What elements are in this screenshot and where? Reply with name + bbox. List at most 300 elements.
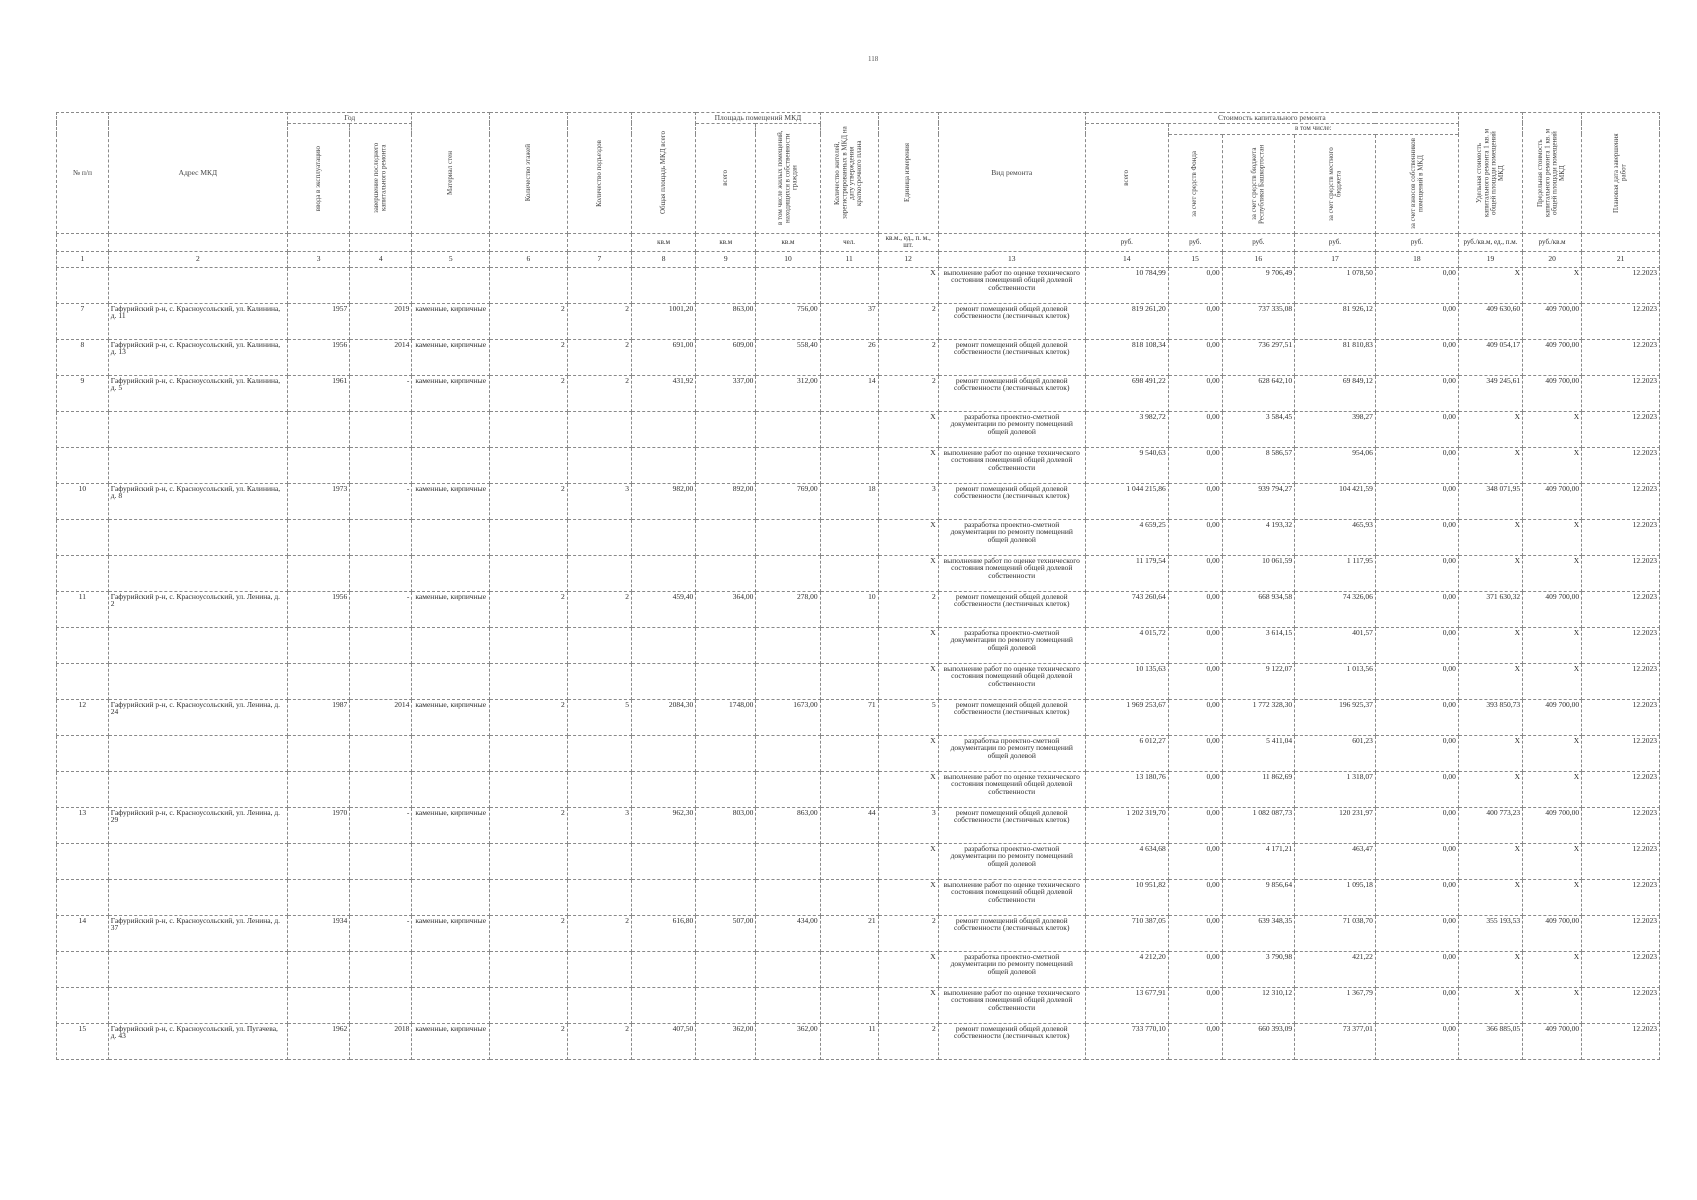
work-type-cell: ремонт помещений общей долевой собственности (лестничных клеток)	[938, 375, 1085, 411]
cost-fund-cell: 0,00	[1168, 879, 1222, 915]
col-cost-group-header: Стоимость капитального ремонта	[1085, 113, 1458, 124]
unit-cost-cell: 355 193,53	[1458, 915, 1522, 951]
column-number-cell: 15	[1168, 251, 1222, 267]
deadline-cell: 12.2023	[1582, 807, 1660, 843]
cost-owners-cell: 0,00	[1375, 735, 1458, 771]
work-type-cell: разработка проектно-сметной документации по ремонту помещений общей долевой	[938, 843, 1085, 879]
column-number-cell: 18	[1375, 251, 1458, 267]
material-cell: каменные, кирпичные	[412, 1023, 490, 1059]
unit-cell	[57, 233, 109, 251]
cost-total-cell: 818 108,34	[1085, 339, 1168, 375]
work-type-cell: ремонт помещений общей долевой собственности (лестничных клеток)	[938, 1023, 1085, 1059]
material-cell	[412, 987, 490, 1023]
cost-fund-cell: 0,00	[1168, 951, 1222, 987]
residents-cell: 11	[820, 1023, 878, 1059]
cost-republic-cell: 10 061,59	[1222, 555, 1295, 591]
cost-local-cell: 1 078,50	[1295, 267, 1376, 303]
cost-fund-cell: 0,00	[1168, 303, 1222, 339]
cost-fund-cell: 0,00	[1168, 987, 1222, 1023]
cost-fund-cell: 0,00	[1168, 771, 1222, 807]
max-cost-cell: X	[1523, 555, 1582, 591]
address-cell: Гафурийский р-н, с. Красноусольский, ул. Ленина, д. 24	[108, 699, 287, 735]
unit-cell	[938, 233, 1085, 251]
cost-republic-cell: 1 082 087,73	[1222, 807, 1295, 843]
total-area-cell	[632, 771, 696, 807]
entrances-cell	[567, 735, 631, 771]
address-cell	[108, 843, 287, 879]
column-number-cell: 4	[350, 251, 412, 267]
total-area-cell	[632, 987, 696, 1023]
measure-unit-cell: 5	[878, 699, 938, 735]
material-cell: каменные, кирпичные	[412, 699, 490, 735]
unit-cell: руб.	[1295, 233, 1376, 251]
col-year-built-header: ввода в эксплуатацию	[288, 123, 350, 233]
unit-cell: кв.м	[632, 233, 696, 251]
max-cost-cell: 409 700,00	[1523, 303, 1582, 339]
residents-cell	[820, 843, 878, 879]
cost-fund-cell: 0,00	[1168, 375, 1222, 411]
year-built-cell: 1956	[288, 339, 350, 375]
entrances-cell	[567, 951, 631, 987]
cost-owners-cell: 0,00	[1375, 915, 1458, 951]
unit-cost-cell: X	[1458, 267, 1522, 303]
measure-unit-cell: 3	[878, 483, 938, 519]
floors-cell: 2	[490, 699, 568, 735]
repair-plan-table	[56, 112, 1660, 1060]
cost-local-cell: 73 377,01	[1295, 1023, 1376, 1059]
deadline-cell: 12.2023	[1582, 267, 1660, 303]
residents-cell	[820, 267, 878, 303]
premises-all-cell: 609,00	[696, 339, 756, 375]
cost-local-cell: 196 925,37	[1295, 699, 1376, 735]
residents-cell	[820, 411, 878, 447]
column-number-cell: 9	[696, 251, 756, 267]
measure-unit-cell: X	[878, 987, 938, 1023]
address-cell	[108, 663, 287, 699]
year-repair-cell	[350, 555, 412, 591]
max-cost-cell: 409 700,00	[1523, 591, 1582, 627]
deadline-cell: 12.2023	[1582, 411, 1660, 447]
unit-cost-cell: 409 054,17	[1458, 339, 1522, 375]
year-repair-cell	[350, 267, 412, 303]
cost-fund-cell: 0,00	[1168, 663, 1222, 699]
address-cell	[108, 735, 287, 771]
material-cell: каменные, кирпичные	[412, 915, 490, 951]
work-subrow	[57, 663, 1660, 699]
max-cost-cell: X	[1523, 987, 1582, 1023]
cost-fund-cell: 0,00	[1168, 915, 1222, 951]
year-built-cell: 1934	[288, 915, 350, 951]
row-number	[57, 771, 109, 807]
residents-cell	[820, 879, 878, 915]
row-number: 8	[57, 339, 109, 375]
cost-local-cell: 398,27	[1295, 411, 1376, 447]
work-subrow	[57, 987, 1660, 1023]
entrances-cell	[567, 627, 631, 663]
house-row	[57, 339, 1660, 375]
max-cost-cell: X	[1523, 843, 1582, 879]
cost-owners-cell: 0,00	[1375, 267, 1458, 303]
max-cost-cell: X	[1523, 267, 1582, 303]
unit-cost-cell: 349 245,61	[1458, 375, 1522, 411]
work-subrow	[57, 411, 1660, 447]
measure-unit-cell: X	[878, 735, 938, 771]
max-cost-cell: X	[1523, 735, 1582, 771]
measure-unit-cell: 2	[878, 591, 938, 627]
entrances-cell: 2	[567, 591, 631, 627]
cost-total-cell: 13 180,76	[1085, 771, 1168, 807]
cost-fund-cell: 0,00	[1168, 807, 1222, 843]
unit-cell: руб./кв.м	[1523, 233, 1582, 251]
cost-local-cell: 81 810,83	[1295, 339, 1376, 375]
work-subrow	[57, 267, 1660, 303]
unit-cost-cell: X	[1458, 663, 1522, 699]
row-number	[57, 447, 109, 483]
cost-local-cell: 104 421,59	[1295, 483, 1376, 519]
premises-citizens-cell	[756, 663, 820, 699]
col-work-type-header: Вид ремонта	[938, 113, 1085, 234]
unit-cost-cell: 366 885,05	[1458, 1023, 1522, 1059]
material-cell	[412, 663, 490, 699]
entrances-cell: 2	[567, 303, 631, 339]
floors-cell: 2	[490, 303, 568, 339]
premises-all-cell	[696, 951, 756, 987]
cost-owners-cell: 0,00	[1375, 699, 1458, 735]
col-floors-header: Количество этажей	[490, 113, 568, 234]
unit-cell: руб.	[1375, 233, 1458, 251]
unit-cell	[412, 233, 490, 251]
entrances-cell	[567, 879, 631, 915]
unit-cell: руб.	[1222, 233, 1295, 251]
cost-republic-cell: 8 586,57	[1222, 447, 1295, 483]
cost-fund-cell: 0,00	[1168, 519, 1222, 555]
cost-total-cell: 1 969 253,67	[1085, 699, 1168, 735]
year-built-cell	[288, 663, 350, 699]
cost-total-cell: 4 015,72	[1085, 627, 1168, 663]
house-row	[57, 375, 1660, 411]
premises-all-cell	[696, 447, 756, 483]
floors-cell: 2	[490, 339, 568, 375]
unit-cell	[567, 233, 631, 251]
cost-local-cell: 465,93	[1295, 519, 1376, 555]
total-area-cell	[632, 951, 696, 987]
premises-all-cell: 863,00	[696, 303, 756, 339]
material-cell	[412, 555, 490, 591]
total-area-cell: 982,00	[632, 483, 696, 519]
work-subrow	[57, 843, 1660, 879]
max-cost-cell: X	[1523, 627, 1582, 663]
work-type-cell: разработка проектно-сметной документации по ремонту помещений общей долевой	[938, 519, 1085, 555]
cost-republic-cell: 628 642,10	[1222, 375, 1295, 411]
cost-total-cell: 4 634,68	[1085, 843, 1168, 879]
max-cost-cell: X	[1523, 411, 1582, 447]
address-cell	[108, 555, 287, 591]
cost-total-cell: 6 012,27	[1085, 735, 1168, 771]
deadline-cell: 12.2023	[1582, 987, 1660, 1023]
measure-unit-cell: X	[878, 951, 938, 987]
work-type-cell: разработка проектно-сметной документации по ремонту помещений общей долевой	[938, 411, 1085, 447]
deadline-cell: 12.2023	[1582, 771, 1660, 807]
cost-total-cell: 743 260,64	[1085, 591, 1168, 627]
column-number-cell: 2	[108, 251, 287, 267]
col-premises-all-header: всего	[696, 123, 756, 233]
year-built-cell	[288, 735, 350, 771]
cost-fund-cell: 0,00	[1168, 411, 1222, 447]
unit-cell	[350, 233, 412, 251]
unit-cell: руб.	[1168, 233, 1222, 251]
cost-fund-cell: 0,00	[1168, 591, 1222, 627]
address-cell: Гафурийский р-н, с. Красноусольский, ул. Калинина, д. 8	[108, 483, 287, 519]
material-cell	[412, 771, 490, 807]
residents-cell	[820, 627, 878, 663]
cost-republic-cell: 12 310,12	[1222, 987, 1295, 1023]
cost-owners-cell: 0,00	[1375, 339, 1458, 375]
work-subrow	[57, 735, 1660, 771]
cost-fund-cell: 0,00	[1168, 1023, 1222, 1059]
cost-fund-cell: 0,00	[1168, 267, 1222, 303]
floors-cell	[490, 555, 568, 591]
deadline-cell: 12.2023	[1582, 303, 1660, 339]
entrances-cell: 2	[567, 375, 631, 411]
year-built-cell	[288, 879, 350, 915]
deadline-cell: 12.2023	[1582, 879, 1660, 915]
premises-citizens-cell: 434,00	[756, 915, 820, 951]
premises-all-cell: 507,00	[696, 915, 756, 951]
row-number	[57, 843, 109, 879]
address-cell: Гафурийский р-н, с. Красноусольский, ул. Ленина, д. 2	[108, 591, 287, 627]
entrances-cell	[567, 267, 631, 303]
cost-local-cell: 463,47	[1295, 843, 1376, 879]
cost-owners-cell: 0,00	[1375, 987, 1458, 1023]
material-cell	[412, 627, 490, 663]
repair-plan-table-wrapper	[56, 112, 1660, 1102]
measure-unit-cell: X	[878, 663, 938, 699]
unit-cost-cell: 409 630,60	[1458, 303, 1522, 339]
col-entrances-header: Количество подъездов	[567, 113, 631, 234]
total-area-cell	[632, 447, 696, 483]
work-type-cell: ремонт помещений общей долевой собственности (лестничных клеток)	[938, 591, 1085, 627]
year-repair-cell: -	[350, 591, 412, 627]
row-number: 12	[57, 699, 109, 735]
measure-unit-cell: X	[878, 843, 938, 879]
measure-unit-cell: X	[878, 555, 938, 591]
entrances-cell: 2	[567, 1023, 631, 1059]
table-body	[57, 267, 1660, 1059]
col-incl-header: в том числе:	[1168, 123, 1458, 134]
cost-republic-cell: 737 335,08	[1222, 303, 1295, 339]
cost-fund-cell: 0,00	[1168, 555, 1222, 591]
deadline-cell: 12.2023	[1582, 915, 1660, 951]
unit-cell	[1582, 233, 1660, 251]
work-type-cell: ремонт помещений общей долевой собственности (лестничных клеток)	[938, 483, 1085, 519]
max-cost-cell: X	[1523, 771, 1582, 807]
col-no-header: № п/п	[57, 113, 109, 234]
max-cost-cell: 409 700,00	[1523, 699, 1582, 735]
measure-unit-cell: X	[878, 519, 938, 555]
column-number-cell: 3	[288, 251, 350, 267]
cost-local-cell: 120 231,97	[1295, 807, 1376, 843]
residents-cell	[820, 447, 878, 483]
address-cell	[108, 411, 287, 447]
floors-cell: 2	[490, 375, 568, 411]
work-type-cell: выполнение работ по оценке технического состояния помещений общей долевой собственности	[938, 555, 1085, 591]
deadline-cell: 12.2023	[1582, 555, 1660, 591]
deadline-cell: 12.2023	[1582, 1023, 1660, 1059]
house-row	[57, 807, 1660, 843]
entrances-cell	[567, 843, 631, 879]
work-type-cell: выполнение работ по оценке технического состояния помещений общей долевой собственности	[938, 879, 1085, 915]
premises-citizens-cell	[756, 771, 820, 807]
premises-citizens-cell: 769,00	[756, 483, 820, 519]
material-cell: каменные, кирпичные	[412, 303, 490, 339]
col-material-header: Материал стен	[412, 113, 490, 234]
work-type-cell: выполнение работ по оценке технического состояния помещений общей долевой собственности	[938, 771, 1085, 807]
col-unit-cost-header: Удельная стоимость капитального ремонта 1 кв. м общей площади помещений МКД	[1458, 113, 1522, 234]
cost-owners-cell: 0,00	[1375, 375, 1458, 411]
premises-citizens-cell: 863,00	[756, 807, 820, 843]
total-area-cell: 407,50	[632, 1023, 696, 1059]
material-cell	[412, 879, 490, 915]
work-subrow	[57, 555, 1660, 591]
cost-fund-cell: 0,00	[1168, 447, 1222, 483]
material-cell	[412, 447, 490, 483]
cost-local-cell: 1 095,18	[1295, 879, 1376, 915]
premises-citizens-cell: 312,00	[756, 375, 820, 411]
work-subrow	[57, 951, 1660, 987]
year-built-cell	[288, 843, 350, 879]
deadline-cell: 12.2023	[1582, 339, 1660, 375]
cost-republic-cell: 3 584,45	[1222, 411, 1295, 447]
entrances-cell	[567, 519, 631, 555]
cost-owners-cell: 0,00	[1375, 591, 1458, 627]
unit-cost-cell: X	[1458, 519, 1522, 555]
year-repair-cell	[350, 411, 412, 447]
max-cost-cell: 409 700,00	[1523, 339, 1582, 375]
cost-fund-cell: 0,00	[1168, 627, 1222, 663]
unit-cost-cell: X	[1458, 411, 1522, 447]
total-area-cell: 616,80	[632, 915, 696, 951]
max-cost-cell: 409 700,00	[1523, 375, 1582, 411]
floors-cell: 2	[490, 591, 568, 627]
year-repair-cell	[350, 843, 412, 879]
col-premises-group-header: Площадь помещений МКД	[696, 113, 820, 124]
row-number	[57, 735, 109, 771]
floors-cell	[490, 735, 568, 771]
cost-owners-cell: 0,00	[1375, 303, 1458, 339]
entrances-cell	[567, 987, 631, 1023]
cost-local-cell: 401,57	[1295, 627, 1376, 663]
column-number-cell: 12	[878, 251, 938, 267]
column-number-cell: 20	[1523, 251, 1582, 267]
residents-cell: 44	[820, 807, 878, 843]
address-cell: Гафурийский р-н, с. Красноусольский, ул. Калинина, д. 5	[108, 375, 287, 411]
unit-cell	[288, 233, 350, 251]
column-number-cell: 14	[1085, 251, 1168, 267]
premises-all-cell	[696, 735, 756, 771]
cost-total-cell: 710 387,05	[1085, 915, 1168, 951]
premises-citizens-cell	[756, 843, 820, 879]
year-built-cell	[288, 519, 350, 555]
address-cell	[108, 627, 287, 663]
col-max-cost-header: Предельная стоимость капитального ремонта 1 кв. м общей площади помещений МКД	[1523, 113, 1582, 234]
material-cell: каменные, кирпичные	[412, 807, 490, 843]
cost-local-cell: 1 367,79	[1295, 987, 1376, 1023]
column-number-cell: 11	[820, 251, 878, 267]
work-type-cell: выполнение работ по оценке технического состояния помещений общей долевой собственности	[938, 663, 1085, 699]
col-residents-header: Количество жителей, зарегистрированных в МКД на дату утверждения краткосрочного плана	[820, 113, 878, 234]
cost-owners-cell: 0,00	[1375, 627, 1458, 663]
cost-local-cell: 1 117,95	[1295, 555, 1376, 591]
address-cell: Гафурийский р-н, с. Красноусольский, ул. Ленина, д. 37	[108, 915, 287, 951]
premises-citizens-cell	[756, 519, 820, 555]
year-built-cell: 1970	[288, 807, 350, 843]
cost-republic-cell: 660 393,09	[1222, 1023, 1295, 1059]
unit-cost-cell: X	[1458, 447, 1522, 483]
cost-republic-cell: 3 790,98	[1222, 951, 1295, 987]
house-row	[57, 699, 1660, 735]
deadline-cell: 12.2023	[1582, 519, 1660, 555]
cost-republic-cell: 5 411,04	[1222, 735, 1295, 771]
row-number: 9	[57, 375, 109, 411]
column-number-cell: 6	[490, 251, 568, 267]
col-cost-total-header: всего	[1085, 123, 1168, 233]
cost-total-cell: 819 261,20	[1085, 303, 1168, 339]
work-type-cell: ремонт помещений общей долевой собственности (лестничных клеток)	[938, 303, 1085, 339]
col-address-header: Адрес МКД	[108, 113, 287, 234]
premises-all-cell: 1748,00	[696, 699, 756, 735]
work-type-cell: выполнение работ по оценке технического состояния помещений общей долевой собственности	[938, 267, 1085, 303]
measure-unit-cell: X	[878, 447, 938, 483]
unit-cost-cell: 393 850,73	[1458, 699, 1522, 735]
max-cost-cell: 409 700,00	[1523, 1023, 1582, 1059]
entrances-cell: 3	[567, 483, 631, 519]
entrances-cell	[567, 663, 631, 699]
cost-total-cell: 4 659,25	[1085, 519, 1168, 555]
floors-cell	[490, 987, 568, 1023]
address-cell	[108, 519, 287, 555]
floors-cell	[490, 519, 568, 555]
premises-citizens-cell	[756, 951, 820, 987]
column-number-cell: 1	[57, 251, 109, 267]
entrances-cell	[567, 447, 631, 483]
unit-cell: руб./кв.м, ед., п.м.	[1458, 233, 1522, 251]
total-area-cell: 2084,30	[632, 699, 696, 735]
total-area-cell: 691,00	[632, 339, 696, 375]
unit-cell: руб.	[1085, 233, 1168, 251]
row-number: 15	[57, 1023, 109, 1059]
residents-cell	[820, 771, 878, 807]
floors-cell	[490, 627, 568, 663]
total-area-cell	[632, 663, 696, 699]
cost-fund-cell: 0,00	[1168, 699, 1222, 735]
residents-cell	[820, 555, 878, 591]
cost-owners-cell: 0,00	[1375, 519, 1458, 555]
unit-cost-cell: X	[1458, 627, 1522, 663]
cost-local-cell: 954,06	[1295, 447, 1376, 483]
address-cell	[108, 771, 287, 807]
cost-republic-cell: 4 193,32	[1222, 519, 1295, 555]
cost-local-cell: 81 926,12	[1295, 303, 1376, 339]
measure-unit-cell: 3	[878, 807, 938, 843]
floors-cell	[490, 663, 568, 699]
row-number: 13	[57, 807, 109, 843]
year-repair-cell	[350, 879, 412, 915]
measure-unit-cell: 2	[878, 303, 938, 339]
header-row-1	[57, 113, 1660, 124]
premises-citizens-cell	[756, 447, 820, 483]
cost-owners-cell: 0,00	[1375, 555, 1458, 591]
total-area-cell	[632, 267, 696, 303]
